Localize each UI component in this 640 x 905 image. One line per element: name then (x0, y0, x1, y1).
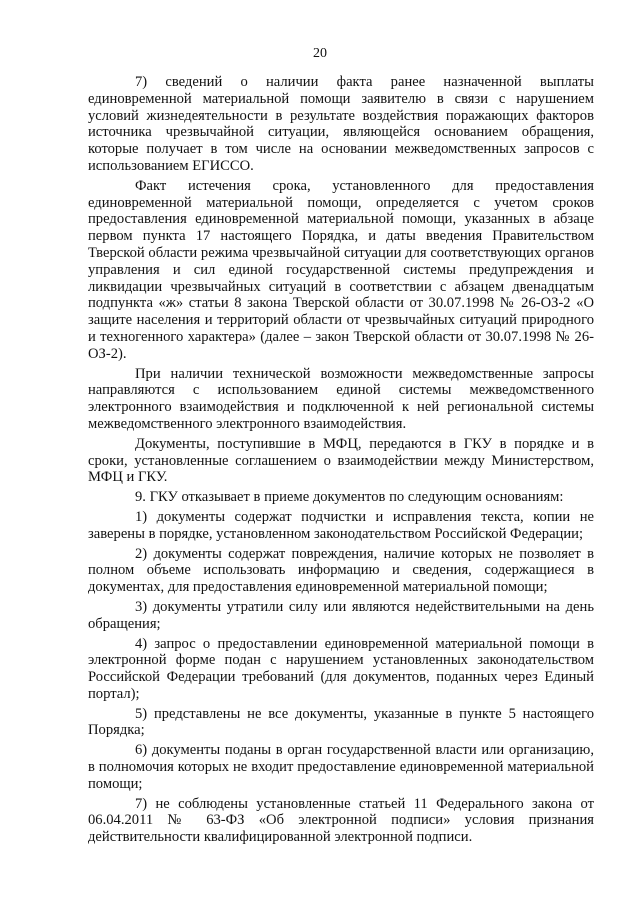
paragraph-reason-1: 1) документы содержат подчистки и исправления текста, копии не заверены в порядке, установленном законодательством Российской Федерации; (88, 508, 594, 542)
paragraph-mfc-documents: Документы, поступившие в МФЦ, передаются в ГКУ в порядке и в сроки, установленные соглашением о взаимодействии между Министерством, МФЦ и ГКУ. (88, 435, 594, 486)
paragraph-interagency-requests: При наличии технической возможности межведомственные запросы направляются с использованием единой системы межведомственного электронного взаимодействия и подключенной к ней региональной системы межведомственного электронного взаимодействия. (88, 365, 594, 432)
paragraph-reason-5: 5) представлены не все документы, указанные в пункте 5 настоящего Порядка; (88, 705, 594, 739)
page-number: 20 (313, 46, 327, 61)
paragraph-reason-4: 4) запрос о предоставлении единовременной материальной помощи в электронной форме подан с нарушением установленных законодательством Российской Федерации требований (для документов, поданных через Единый портал); (88, 635, 594, 702)
paragraph-reason-3: 3) документы утратили силу или являются недействительными на день обращения; (88, 598, 594, 632)
paragraph-item-7-info: 7) сведений о наличии факта ранее назначенной выплаты единовременной материальной помощи заявителю в связи с нарушением условий жизнедеятельности в результате воздействия поражающих факторов источника чрезвычайной ситуации, являющейся основанием обращения, которые получает в том числе на основании межведомственных запросов с использованием ЕГИССО. (88, 74, 594, 174)
paragraph-reason-2: 2) документы содержат повреждения, наличие которых не позволяет в полном объеме использовать информацию и сведения, содержащиеся в документах, для предоставления единовременной материальной помощи; (88, 545, 594, 596)
paragraph-reason-7: 7) не соблюдены установленные статьей 11 Федерального закона от 06.04.2011 № 63-ФЗ «Об электронной подписи» условия признания действительности квалифицированной электронной подписи. (88, 795, 594, 846)
document-body (88, 74, 594, 846)
paragraph-reason-6: 6) документы поданы в орган государственной власти или организацию, в полномочия которых не входит предоставление единовременной материальной помощи; (88, 742, 594, 792)
paragraph-section-9: 9. ГКУ отказывает в приеме документов по следующим основаниям: (135, 489, 564, 506)
paragraph-deadline: Факт истечения срока, установленного для предоставления единовременной материальной помощи, определяется с учетом сроков предоставления единовременной материальной помощи, указанных в абзаце первом пункта 17 настоящего Порядка, и даты введения Правительством Тверской области режима чрезвычайной ситуации для соответствующих органов управления и сил единой государственной системы предупреждения и ликвидации чрезвычайных ситуаций в соответствии с абзацем двенадцатым подпункта «ж» статьи 8 закона Тверской области от 30.07.1998 № 26-ОЗ-2 «О защите населения и территорий области от чрезвычайных ситуаций природного и техногенного характера» (далее – закон Тверской области от 30.07.1998 № 26-ОЗ-2). (88, 177, 594, 362)
